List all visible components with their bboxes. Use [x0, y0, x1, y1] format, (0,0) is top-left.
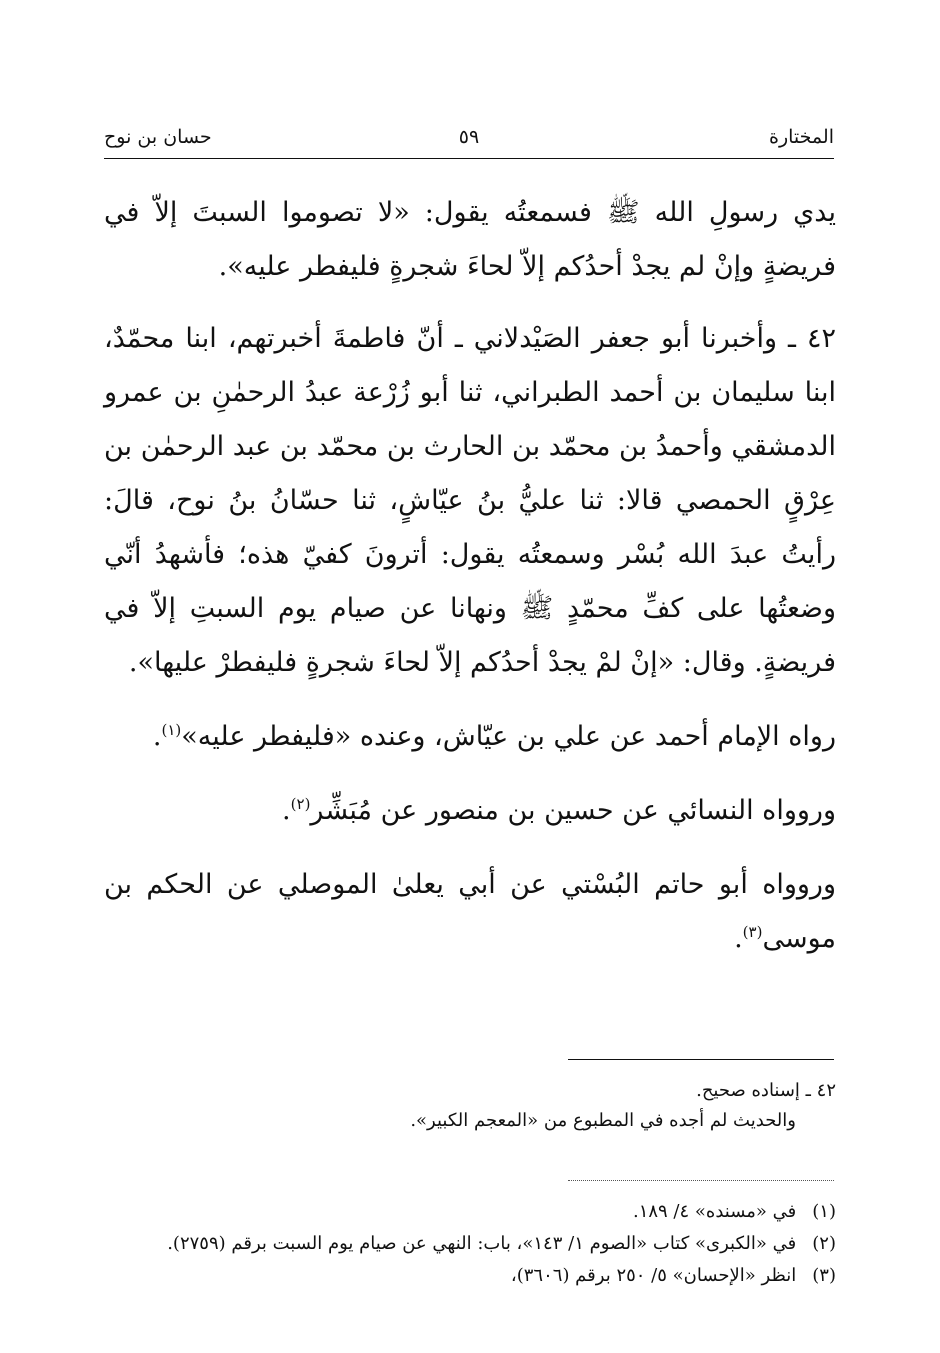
footnote-ref-1: (١)	[161, 721, 182, 739]
end-dot: .	[734, 923, 743, 954]
running-header	[104, 126, 834, 158]
footnote-text: في «مسنده» ٤/ ١٨٩.	[632, 1201, 797, 1222]
paragraph-hadith-42: ٤٢ ـ وأخبرنا أبو جعفر الصَيْدلاني ـ أنّ فاطمةَ أخبرتهم، ابنا محمّدٌ، ابنا سليمان بن أحمد الطبراني، ثنا أبو زُرْعة عبدُ الرحمٰنِ بن عمرو الدمشقي وأحمدُ بن محمّد بن الحارث بن محمّد بن عبد الرحمٰن بن عِرْقٍ الحمصي قالا: ثنا عليُّ بنُ عيّاشٍ، ثنا حسّانُ بنُ نوح، قالَ: رأيتُ عبدَ الله بُسْر وسمعتُه يقول: أترونَ كفيّ هذه؛ فأشهدُ أنّي وضعتُها على كفِّ محمّدٍ ﷺ ونهانا عن صيام يوم السبتِ إلاّ في فريضةٍ. وقال: «إنْ لمْ يجدْ أحدُكم إلاّ لحاءَ شجرةٍ فليفطرْ عليها».	[104, 323, 836, 678]
paragraph-continuation: يدي رسولِ الله ﷺ فسمعتُه يقول: «لا تصوموا السبتَ إلاّ في فريضةٍ وإنْ لم يجدْ أحدُكم إلاّ لحاءَ شجرةٍ فليفطر عليه».	[104, 197, 836, 282]
header-section-title: حسان بن نوح	[104, 126, 212, 148]
note-isnad: ٤٢ ـ إسناده صحيح.	[696, 1080, 836, 1101]
busti-text: وروواه أبو حاتم البُسْتي عن أبي يعلىٰ الموصلي عن الحكم بن موسى	[104, 869, 836, 954]
notes-divider	[568, 1059, 834, 1060]
note-hadith: والحديث لم أجده في المطبوع من «المعجم الكبير».	[410, 1110, 796, 1131]
footnote-number: (١)	[812, 1201, 836, 1222]
footnote-number: (٣)	[812, 1265, 836, 1286]
paragraph-nasai	[104, 784, 836, 838]
footnote-2	[104, 1228, 836, 1260]
end-dot: .	[152, 721, 162, 752]
nasai-text: وروواه النسائي عن حسين بن منصور عن مُبَشِّر	[310, 795, 836, 826]
footnote-text: انظر «الإحسان» ٥/ ٢٥٠ برقم (٣٦٠٦)،	[510, 1265, 797, 1286]
footnote-ref-3: (٣)	[742, 923, 763, 941]
paragraph-busti	[104, 858, 836, 966]
footnote-text: في «الكبرى» كتاب «الصوم ١/ ١٤٣»، باب: النهي عن صيام يوم السبت برقم (٢٧٥٩).	[167, 1233, 797, 1254]
footnote-3	[104, 1260, 836, 1292]
page-number: ٥٩	[458, 126, 480, 148]
paragraph-ahmad	[104, 710, 836, 764]
ahmad-text: رواه الإمام أحمد عن علي بن عيّاش، وعنده «فليفطر عليه»	[181, 721, 836, 752]
editor-notes	[104, 1076, 836, 1136]
header-divider	[104, 158, 834, 159]
footnote-ref-2: (٢)	[290, 795, 311, 813]
footnotes	[104, 1196, 836, 1292]
main-text	[104, 186, 836, 966]
end-dot: .	[282, 795, 291, 826]
footnote-number: (٢)	[812, 1233, 836, 1254]
footnote-1	[104, 1196, 836, 1228]
header-book-title: المختارة	[769, 126, 834, 148]
footnotes-divider	[568, 1180, 834, 1181]
